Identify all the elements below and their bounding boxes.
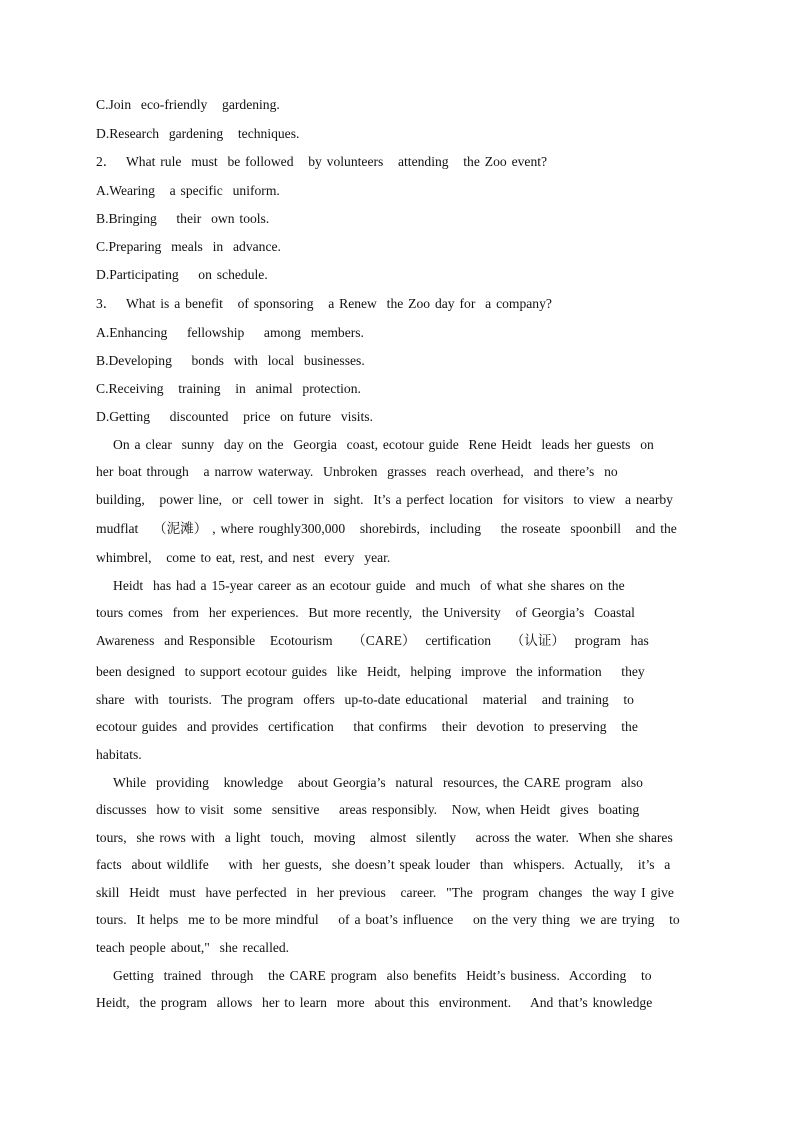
option-c-q2: C.Preparing meals in advance. (96, 239, 281, 254)
paragraph-4-line: Heidt, the program allows her to learn more about this environment. And that’s knowledge (96, 995, 653, 1010)
paragraph-3-line: While providing knowledge about Georgia’s natural resources, the CARE program also (113, 775, 643, 790)
question-2: 2． What rule must be followed by volunteers attending the Zoo event? (96, 154, 548, 169)
paragraph-2-line: Heidt has had a 15-year career as an ecotour guide and much of what she shares on the (113, 578, 625, 593)
paragraph-3-line: skill Heidt must have perfected in her previous career. "The program changes the way I give (96, 885, 674, 900)
paragraph-1-line: her boat through a narrow waterway. Unbroken grasses reach overhead, and there’s no (96, 464, 618, 479)
option-a-q3: A.Enhancing fellowship among members. (96, 325, 364, 340)
paragraph-1-line: On a clear sunny day on the Georgia coast, ecotour guide Rene Heidt leads her guests on (113, 437, 654, 452)
paragraph-2-line: share with tourists. The program offers up-to-date educational material and training to (96, 692, 634, 707)
paragraph-3-line: teach people about," she recalled. (96, 940, 290, 955)
paragraph-3-line: tours. It helps me to be more mindful of a boat’s influence on the very thing we are trying to (96, 912, 680, 927)
option-c-q3: C.Receiving training in animal protection. (96, 381, 361, 396)
option-d-q1: D.Research gardening techniques. (96, 126, 300, 141)
question-3: 3． What is a benefit of sponsoring a Renew the Zoo day for a company? (96, 296, 552, 311)
paragraph-2-line: Awareness and Responsible Ecotourism （CARE） certification （认证） program has (96, 633, 649, 648)
option-d-q2: D.Participating on schedule. (96, 267, 268, 282)
paragraph-3-line: discusses how to visit some sensitive areas responsibly. Now, when Heidt gives boating (96, 802, 640, 817)
paragraph-2-line: habitats. (96, 747, 142, 762)
option-a-q2: A.Wearing a specific uniform. (96, 183, 280, 198)
option-b-q3: B.Developing bonds with local businesses. (96, 353, 365, 368)
paragraph-2-line: ecotour guides and provides certification that confirms their devotion to preserving the (96, 719, 638, 734)
paragraph-3-line: tours, she rows with a light touch, moving almost silently across the water. When she shares (96, 830, 673, 845)
paragraph-1-line: mudflat （泥滩） , where roughly300,000 shorebirds, including the roseate spoonbill and the (96, 521, 677, 536)
option-c-q1: C.Join eco-friendly gardening. (96, 97, 280, 112)
paragraph-2-line: been designed to support ecotour guides like Heidt, helping improve the information they (96, 664, 645, 679)
paragraph-1-line: whimbrel, come to eat, rest, and nest every year. (96, 550, 391, 565)
option-b-q2: B.Bringing their own tools. (96, 211, 270, 226)
option-d-q3: D.Getting discounted price on future visits. (96, 409, 373, 424)
paragraph-1-line: building, power line, or cell tower in sight. It’s a perfect location for visitors to view a nearby (96, 492, 673, 507)
paragraph-2-line: tours comes from her experiences. But more recently, the University of Georgia’s Coastal (96, 605, 635, 620)
paragraph-4-line: Getting trained through the CARE program also benefits Heidt’s business. According to (113, 968, 652, 983)
paragraph-3-line: facts about wildlife with her guests, she doesn’t speak louder than whispers. Actually, it’s a (96, 857, 671, 872)
